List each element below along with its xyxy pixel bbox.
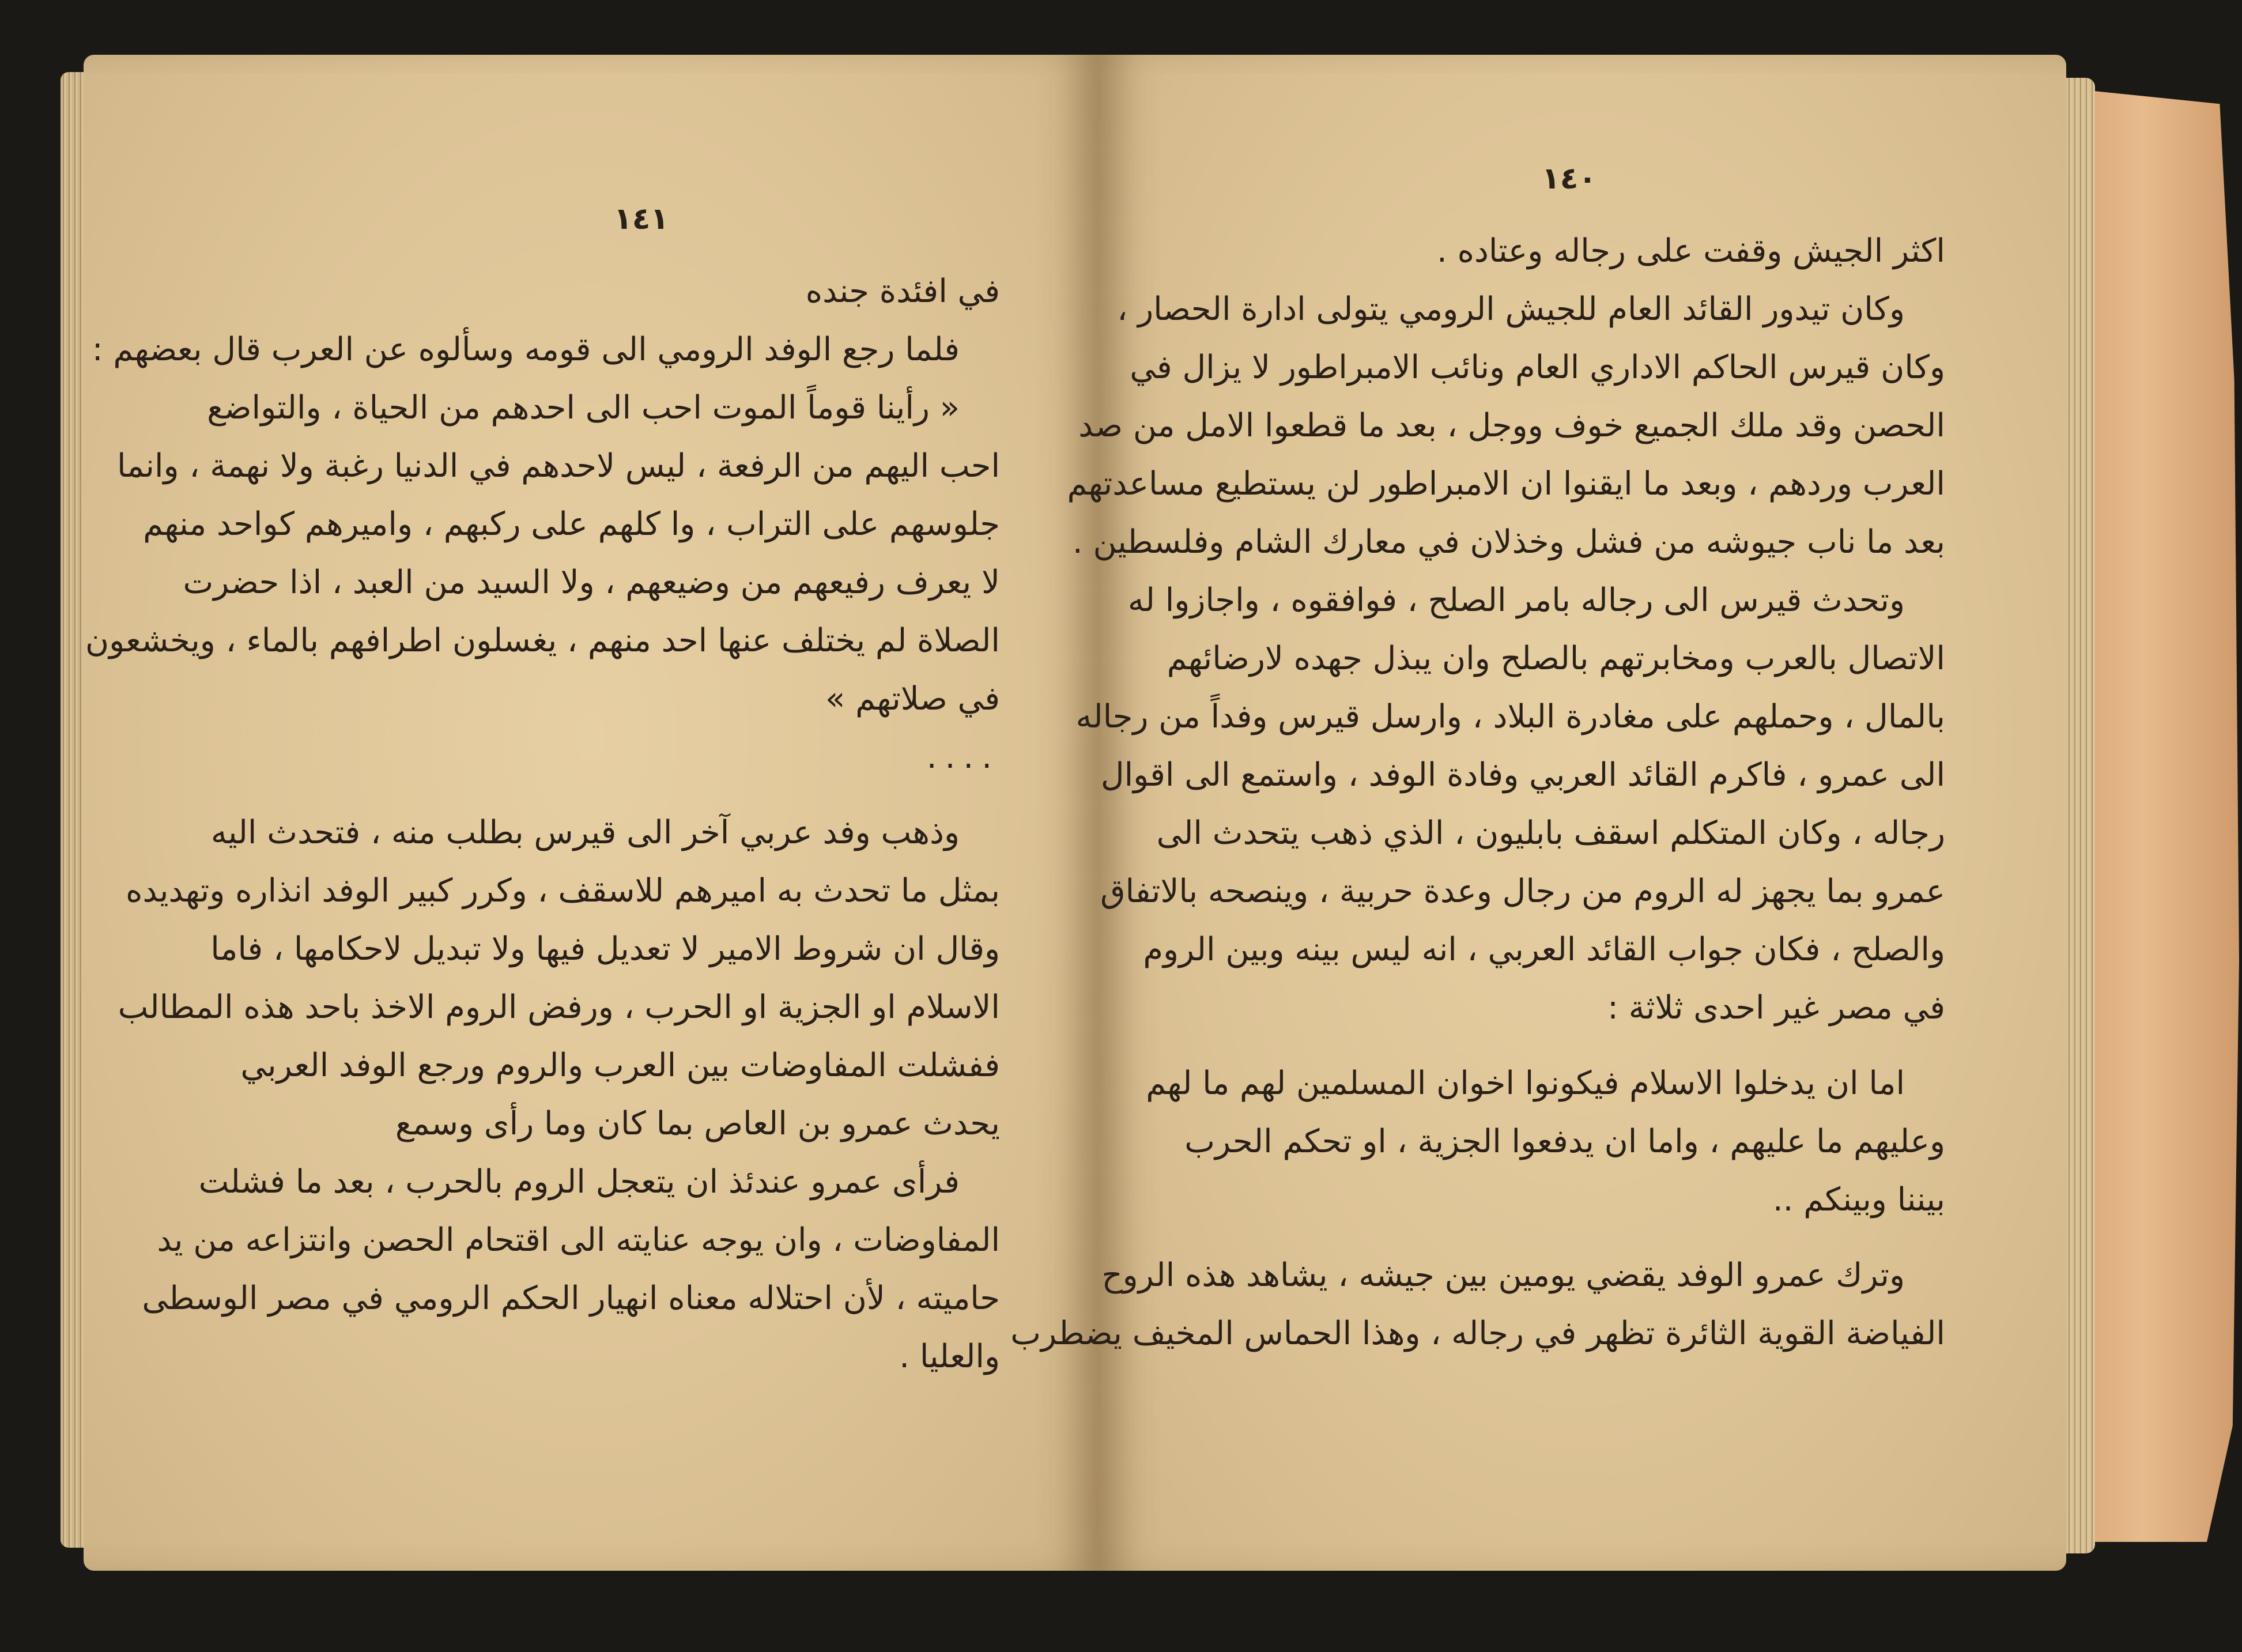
text-line: فلما رجع الوفد الرومي الى قومه وسألوه عن العرب قال بعضهم :: [92, 331, 960, 368]
text-line: وكان قيرس الحاكم الاداري العام ونائب الامبراطور لا يزال في: [1130, 349, 1945, 386]
text-line: الاسلام او الجزية او الحرب ، ورفض الروم الاخذ باحد هذه المطالب: [118, 989, 1000, 1026]
text-line: بمثل ما تحدث به اميرهم للاسقف ، وكرر كبير الوفد انذاره وتهديده: [126, 872, 1000, 910]
text-line: الى عمرو ، فاكرم القائد العربي وفادة الوفد ، واستمع الى اقوال: [1100, 756, 1945, 794]
section-separator: ....: [926, 738, 1000, 776]
left-page-text: [85, 262, 1000, 1386]
right-page-text: [1010, 222, 1945, 1363]
right-page: [1010, 55, 2066, 1571]
left-page-number: ١٤١: [614, 202, 669, 236]
text-line: الصلاة لم يختلف عنها احد منهم ، يغسلون اطرافهم بالماء ، ويخشعون: [85, 622, 1000, 659]
left-page: [84, 55, 1098, 1571]
text-line: في افئدة جنده: [805, 273, 1000, 310]
text-line: رجاله ، وكان المتكلم اسقف بابليون ، الذي ذهب يتحدث الى: [1156, 814, 1945, 852]
text-line: الفياضة القوية الثائرة تظهر في رجاله ، وهذا الحماس المخيف يضطرب: [1010, 1315, 1945, 1352]
text-line: جلوسهم على التراب ، وا كلهم على ركبهم ، واميرهم كواحد منهم: [143, 506, 1000, 543]
text-line: ففشلت المفاوضات بين العرب والروم ورجع الوفد العربي: [240, 1047, 1000, 1084]
text-line: فرأى عمرو عندئذ ان يتعجل الروم بالحرب ، بعد ما فشلت: [198, 1163, 960, 1201]
text-line: والعليا .: [899, 1338, 1000, 1375]
text-line: بالمال ، وحملهم على مغادرة البلاد ، وارسل قيرس وفداً من رجاله: [1075, 698, 1945, 736]
text-line: اما ان يدخلوا الاسلام فيكونوا اخوان المسلمين لهم ما لهم: [1146, 1065, 1905, 1102]
text-line: وتحدث قيرس الى رجاله بامر الصلح ، فوافقوه ، واجازوا له: [1127, 582, 1905, 619]
text-line: وقال ان شروط الامير لا تعديل فيها ولا تبديل لاحكامها ، فاما: [210, 930, 1000, 968]
text-line: عمرو بما يجهز له الروم من رجال وعدة حربية ، وينصحه بالاتفاق: [1100, 873, 1945, 910]
text-line: « رأينا قوماً الموت احب الى احدهم من الحياة ، والتواضع: [207, 389, 960, 427]
open-book: [61, 55, 2130, 1588]
text-line: وعليهم ما عليهم ، واما ان يدفعوا الجزية ، او تحكم الحرب: [1184, 1123, 1945, 1160]
text-line: اكثر الجيش وقفت على رجاله وعتاده .: [1437, 232, 1945, 270]
text-line: في صلاتهم »: [825, 680, 1000, 718]
text-line: لا يعرف رفيعهم من وضيعهم ، ولا السيد من العبد ، اذا حضرت: [183, 564, 1000, 601]
text-line: المفاوضات ، وان يوجه عنايته الى اقتحام الحصن وانتزاعه من يد: [157, 1221, 1000, 1259]
text-line: وكان تيدور القائد العام للجيش الرومي يتولى ادارة الحصار ،: [1117, 291, 1905, 328]
text-line: وذهب وفد عربي آخر الى قيرس بطلب منه ، فتحدث اليه: [210, 814, 960, 851]
text-line: حاميته ، لأن احتلاله معناه انهيار الحكم الرومي في مصر الوسطى: [142, 1280, 1000, 1317]
text-line: الاتصال بالعرب ومخابرتهم بالصلح وان يبذل جهده لارضائهم: [1167, 640, 1945, 677]
text-line: يحدث عمرو بن العاص بما كان وما رأى وسمع: [395, 1105, 1000, 1142]
text-line: الحصن وقد ملك الجميع خوف ووجل ، بعد ما قطعوا الامل من صد: [1078, 407, 1945, 444]
text-line: وترك عمرو الوفد يقضي يومين بين جيشه ، يشاهد هذه الروح: [1101, 1257, 1905, 1294]
text-line: بيننا وبينكم ..: [1772, 1181, 1945, 1219]
text-line: بعد ما ناب جيوشه من فشل وخذلان في معارك الشام وفلسطين .: [1072, 523, 1945, 561]
book-cover-edge: [2078, 89, 2239, 1542]
text-line: العرب وردهم ، وبعد ما ايقنوا ان الامبراطور لن يستطيع مساعدتهم: [1067, 465, 1945, 503]
text-line: في مصر غير احدى ثلاثة :: [1607, 989, 1945, 1027]
text-line: والصلح ، فكان جواب القائد العربي ، انه ليس بينه وبين الروم: [1143, 931, 1945, 968]
text-line: احب اليهم من الرفعة ، ليس لاحدهم في الدنيا رغبة ولا نهمة ، وانما: [116, 447, 1000, 485]
right-page-number: ١٤٠: [1542, 161, 1597, 196]
